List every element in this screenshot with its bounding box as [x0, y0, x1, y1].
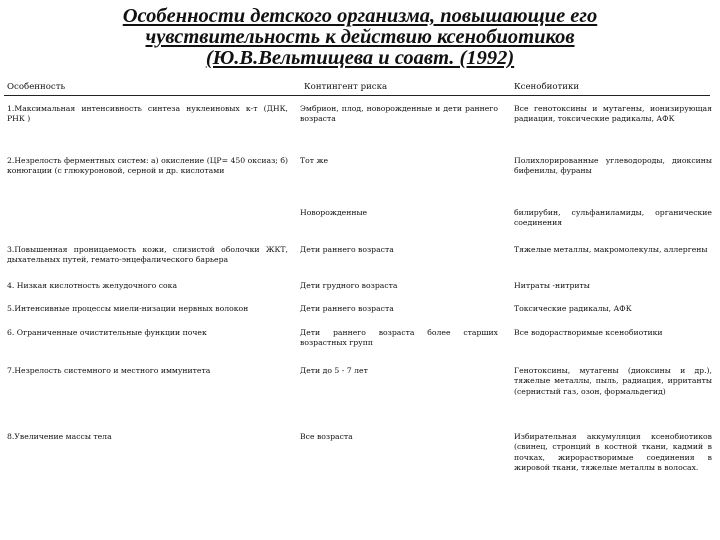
row-8-risk: Все возраста: [300, 432, 353, 441]
row-2b-xeno: билирубин, сульфаниламиды, органические соединения: [514, 208, 712, 228]
row-3-xeno: Тяжелые металлы, макромолекулы, аллергены: [514, 245, 708, 254]
header-risk: Контингент риска: [304, 82, 388, 92]
row-2-risk: Тот же: [300, 156, 329, 165]
row-6-xeno: Все водорастворимые ксенобиотики: [514, 328, 663, 337]
row-6-feature: 6. Ограниченные очистительные функции почек: [7, 328, 207, 337]
title-line-2: чувствительность к действию ксенобиотиков: [145, 26, 575, 48]
row-4-xeno: Нитраты -нитриты: [514, 281, 590, 290]
row-4-risk: Дети грудного возраста: [300, 281, 398, 290]
row-7-xeno: Генотоксины, мутагены (диоксины и др.), тяжелые металлы, пыль, радиация, ирританты (сернистый газ, озон, формальдегид): [514, 366, 712, 396]
header-xeno: Ксенобиотики: [514, 82, 580, 92]
header-rule: [4, 95, 710, 96]
row-7-risk: Дети до 5 - 7 лет: [300, 366, 368, 375]
row-5-xeno: Токсические радикалы, АФК: [514, 304, 632, 313]
row-2-xeno: Полихлорированные углеводороды, диоксины бифенилы, фураны: [514, 156, 712, 176]
row-8-xeno: Избирательная аккумуляция ксенобиотиков (свинец, стронций в костной ткани, кадмий в почках, жирорастворимые соединения в жировой ткани, тяжелые металлы в волосах.: [514, 432, 712, 472]
row-8-feature: 8.Увеличение массы тела: [7, 432, 112, 441]
row-3-risk: Дети раннего возраста: [300, 245, 394, 254]
row-2-feature: 2.Незрелость ферментных систем: а) окисление (ЦР= 450 оксиаз; б) конюгации (с глюкуроновой, серной и др. кислотами: [7, 156, 288, 176]
row-7-feature: 7.Незрелость системного и местного иммунитета: [7, 366, 211, 375]
title-line-1: Особенности детского организма, повышающие его: [122, 5, 598, 27]
row-5-risk: Дети раннего возраста: [300, 304, 394, 313]
row-3-feature: 3.Повышенная проницаемость кожи, слизистой оболочки ЖКТ, дыхательных путей, гемато-энцефалического барьера: [7, 245, 288, 265]
header-feature: Особенность: [7, 82, 66, 92]
title-line-3: (Ю.В.Вельтищева и соавт. (1992): [205, 47, 515, 69]
row-4-feature: 4. Низкая кислотность желудочного сока: [7, 281, 178, 290]
row-1-risk: Эмбрион, плод, новорожденные и дети раннего возраста: [300, 104, 498, 124]
row-2b-risk: Новорожденные: [300, 208, 368, 217]
page-title: [0, 6, 720, 69]
row-5-feature: 5.Интенсивные процессы миели-низации нервных волокон: [7, 304, 249, 313]
row-6-risk: Дети раннего возраста более старших возрастных групп: [300, 328, 498, 348]
row-1-xeno: Все генотоксины и мутагены, ионизирующая радиация, токсические радикалы, АФК: [514, 104, 712, 124]
row-1-feature: 1.Максимальная интенсивность синтеза нуклеиновых к-т (ДНК, РНК ): [7, 104, 288, 124]
